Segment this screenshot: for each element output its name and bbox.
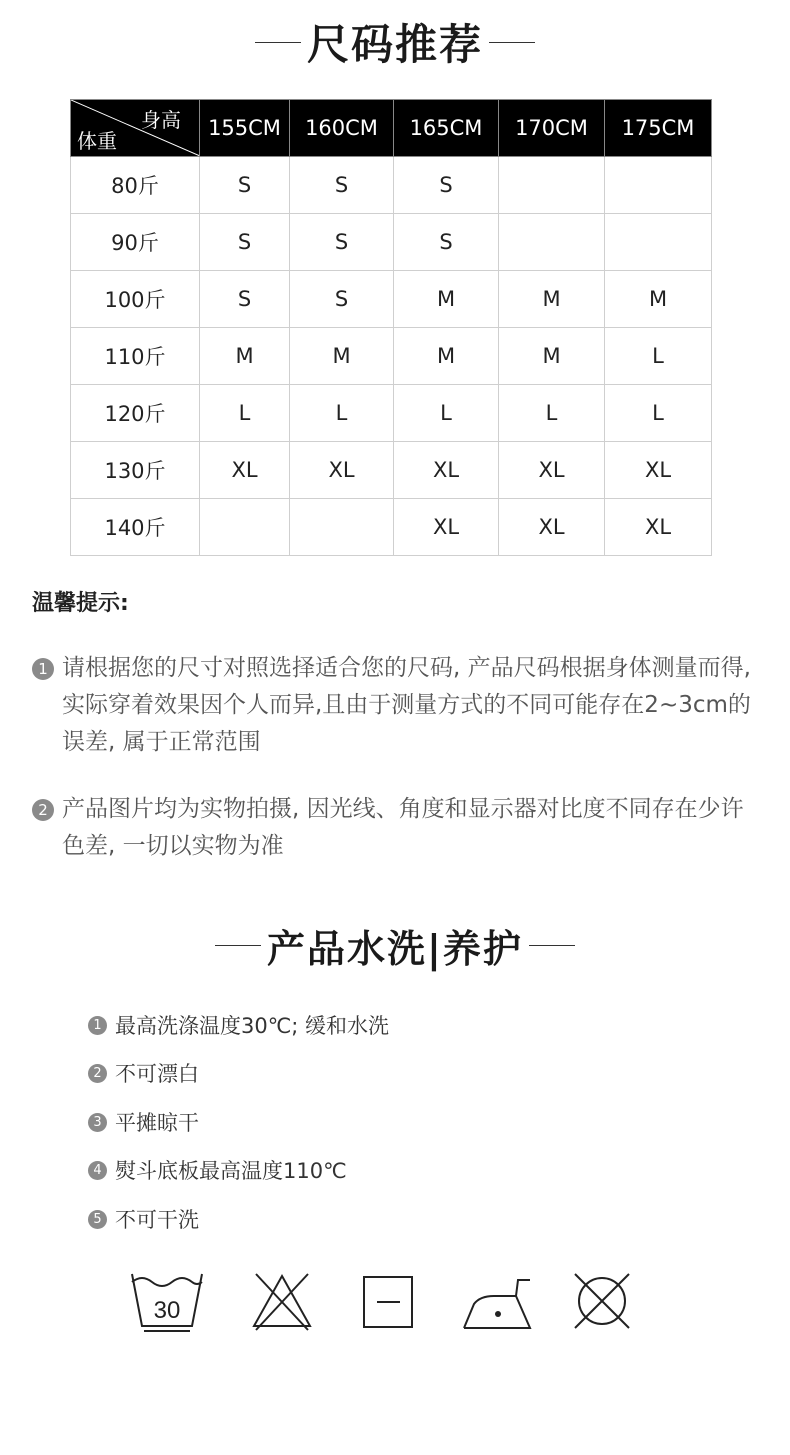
size-table-body [71,157,712,556]
care-text: 不可干洗 [115,1208,199,1232]
size-cell [499,157,605,214]
size-cell: S [394,214,499,271]
care-number-badge: 3 [88,1113,107,1132]
corner-weight-label: 体重 [77,129,117,153]
size-cell [200,499,290,556]
care-item [88,1107,199,1137]
size-cell: S [290,214,394,271]
size-cell: XL [499,499,605,556]
iron-low-icon [460,1270,536,1332]
dry-flat-icon [360,1270,418,1332]
care-section-header [0,918,790,973]
wash-temp-label: 30 [153,1297,181,1324]
tips-title: 温馨提示: [32,591,129,616]
table-row [71,385,712,442]
care-number-badge: 4 [88,1161,107,1180]
size-cell: M [394,328,499,385]
tip-item [32,791,752,865]
size-cell [605,214,712,271]
title-rule-right [529,945,575,946]
height-header: 165CM [394,100,499,157]
size-cell: S [200,157,290,214]
height-header: 155CM [200,100,290,157]
height-header: 170CM [499,100,605,157]
size-cell: L [394,385,499,442]
size-cell: XL [605,499,712,556]
height-header: 175CM [605,100,712,157]
size-cell: S [200,214,290,271]
size-cell: M [200,328,290,385]
wash-30-icon [128,1270,206,1336]
size-cell: XL [394,499,499,556]
care-number-badge: 1 [88,1016,107,1035]
size-cell: XL [200,442,290,499]
title-rule-left [215,945,261,946]
table-row [71,157,712,214]
weight-cell: 130斤 [71,442,200,499]
care-item [88,1155,347,1185]
tip-text: 产品图片均为实物拍摄, 因光线、角度和显示器对比度不同存在少许色差, 一切以实物为准 [62,796,744,859]
weight-cell: 80斤 [71,157,200,214]
height-header: 160CM [290,100,394,157]
table-header-row [71,100,712,157]
size-cell: S [290,271,394,328]
size-cell: S [290,157,394,214]
size-cell: XL [499,442,605,499]
size-cell: M [499,328,605,385]
tip-number-badge: 2 [32,799,54,821]
size-cell: M [394,271,499,328]
size-chart-table [70,99,712,556]
table-row [71,328,712,385]
table-row [71,214,712,271]
tip-text: 请根据您的尺寸对照选择适合您的尺码, 产品尺码根据身体测量而得, 实际穿着效果因个人而异,且由于测量方式的不同可能存在2~3cm的误差, 属于正常范围 [62,655,751,755]
weight-cell: 120斤 [71,385,200,442]
size-cell [499,214,605,271]
size-cell: L [499,385,605,442]
care-item [88,1010,389,1040]
size-cell [290,499,394,556]
table-row [71,499,712,556]
tip-item [32,650,752,761]
size-cell: M [605,271,712,328]
size-section-header [0,12,790,72]
size-cell: XL [605,442,712,499]
weight-cell: 110斤 [71,328,200,385]
size-cell: M [290,328,394,385]
care-text: 熨斗底板最高温度110℃ [115,1159,347,1183]
title-rule-left [255,42,301,43]
care-text: 最高洗涤温度30℃; 缓和水洗 [115,1014,390,1038]
size-cell: M [499,271,605,328]
size-cell: S [200,271,290,328]
care-text: 平摊晾干 [115,1111,199,1135]
title-rule-right [489,42,535,43]
tip-number-badge: 1 [32,658,54,680]
size-cell: L [200,385,290,442]
size-cell: L [605,328,712,385]
corner-height-label: 身高 [141,108,181,132]
table-row [71,442,712,499]
care-number-badge: 2 [88,1064,107,1083]
care-number-badge: 5 [88,1210,107,1229]
size-section-title: 尺码推荐 [306,20,483,69]
no-dry-clean-icon [570,1270,634,1332]
size-cell: XL [290,442,394,499]
size-cell [605,157,712,214]
care-section-title: 产品水洗|养护 [267,927,523,971]
weight-cell: 100斤 [71,271,200,328]
weight-cell: 90斤 [71,214,200,271]
care-item [88,1058,199,1088]
care-text: 不可漂白 [115,1062,199,1086]
table-corner-cell [71,100,200,157]
no-bleach-icon [250,1270,314,1332]
table-row [71,271,712,328]
size-cell: XL [394,442,499,499]
size-cell: L [605,385,712,442]
size-cell: S [394,157,499,214]
care-item [88,1204,199,1234]
weight-cell: 140斤 [71,499,200,556]
size-cell: L [290,385,394,442]
